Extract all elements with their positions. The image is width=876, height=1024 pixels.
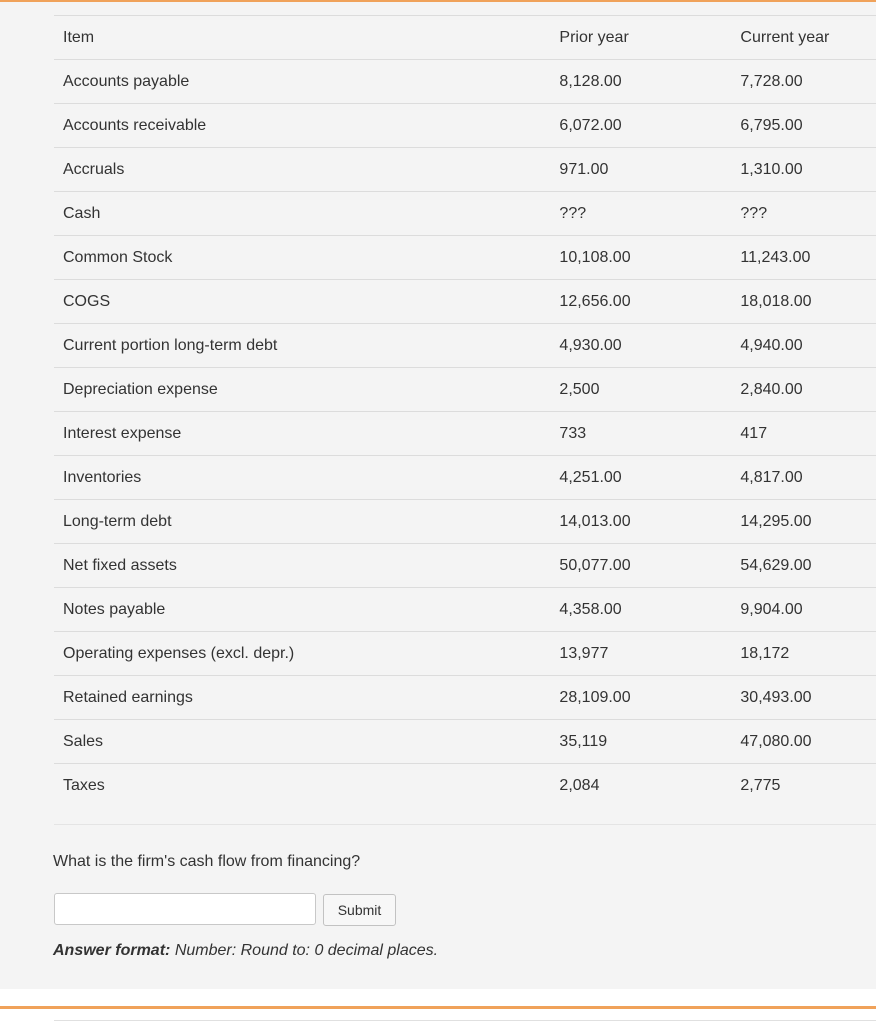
table-header-row: [54, 16, 876, 60]
table-row: [54, 148, 876, 192]
row-current-year-cell: 11,243.00: [731, 236, 876, 280]
row-item-cell: Interest expense: [54, 412, 550, 456]
table-row: [54, 412, 876, 456]
row-item-cell: Taxes: [54, 764, 550, 808]
row-prior-year-cell: 13,977: [550, 632, 731, 676]
row-current-year-cell: 2,775: [731, 764, 876, 808]
row-current-year-cell: 1,310.00: [731, 148, 876, 192]
table-row: [54, 632, 876, 676]
table-row: [54, 500, 876, 544]
row-current-year-cell: 417: [731, 412, 876, 456]
header-item: Item: [54, 16, 550, 60]
table-row: [54, 60, 876, 104]
table-row: [54, 280, 876, 324]
row-prior-year-cell: 14,013.00: [550, 500, 731, 544]
row-item-cell: Common Stock: [54, 236, 550, 280]
table-row: [54, 236, 876, 280]
row-item-cell: Long-term debt: [54, 500, 550, 544]
row-item-cell: Accruals: [54, 148, 550, 192]
row-prior-year-cell: 28,109.00: [550, 676, 731, 720]
row-current-year-cell: 14,295.00: [731, 500, 876, 544]
row-item-cell: Inventories: [54, 456, 550, 500]
answer-format-text: Number: Round to: 0 decimal places.: [174, 942, 439, 959]
row-prior-year-cell: 50,077.00: [550, 544, 731, 588]
row-item-cell: Cash: [54, 192, 550, 236]
row-prior-year-cell: ???: [550, 192, 731, 236]
row-current-year-cell: 9,904.00: [731, 588, 876, 632]
table-divider: [54, 824, 876, 825]
row-item-cell: Retained earnings: [54, 676, 550, 720]
row-prior-year-cell: 2,084: [550, 764, 731, 808]
row-current-year-cell: 18,172: [731, 632, 876, 676]
table-row: [54, 676, 876, 720]
table-row: [54, 764, 876, 808]
header-prior-year: Prior year: [550, 16, 731, 60]
table-row: [54, 720, 876, 764]
table-row: [54, 104, 876, 148]
financial-data-table: [54, 15, 876, 807]
row-item-cell: Accounts receivable: [54, 104, 550, 148]
answer-input[interactable]: [54, 893, 316, 925]
row-current-year-cell: 2,840.00: [731, 368, 876, 412]
table-row: [54, 456, 876, 500]
row-current-year-cell: ???: [731, 192, 876, 236]
row-item-cell: Current portion long-term debt: [54, 324, 550, 368]
bottom-accent-rule: [0, 1006, 876, 1009]
row-current-year-cell: 18,018.00: [731, 280, 876, 324]
row-item-cell: Notes payable: [54, 588, 550, 632]
row-item-cell: Net fixed assets: [54, 544, 550, 588]
row-prior-year-cell: 12,656.00: [550, 280, 731, 324]
table-row: [54, 324, 876, 368]
row-item-cell: COGS: [54, 280, 550, 324]
row-prior-year-cell: 10,108.00: [550, 236, 731, 280]
row-prior-year-cell: 971.00: [550, 148, 731, 192]
header-current-year: Current year: [731, 16, 876, 60]
table-row: [54, 192, 876, 236]
table-row: [54, 368, 876, 412]
row-current-year-cell: 30,493.00: [731, 676, 876, 720]
row-current-year-cell: 47,080.00: [731, 720, 876, 764]
answer-format-note: [53, 942, 438, 960]
question-text: What is the firm's cash flow from financing?: [53, 853, 361, 870]
row-prior-year-cell: 4,251.00: [550, 456, 731, 500]
row-prior-year-cell: 8,128.00: [550, 60, 731, 104]
next-section-divider: [54, 1020, 876, 1021]
question-panel: [0, 2, 876, 989]
row-current-year-cell: 6,795.00: [731, 104, 876, 148]
row-prior-year-cell: 35,119: [550, 720, 731, 764]
answer-format-label: Answer format:: [53, 942, 171, 959]
row-prior-year-cell: 2,500: [550, 368, 731, 412]
submit-button[interactable]: Submit: [323, 894, 396, 926]
row-item-cell: Accounts payable: [54, 60, 550, 104]
row-item-cell: Operating expenses (excl. depr.): [54, 632, 550, 676]
row-prior-year-cell: 4,358.00: [550, 588, 731, 632]
table-row: [54, 544, 876, 588]
row-prior-year-cell: 6,072.00: [550, 104, 731, 148]
row-current-year-cell: 54,629.00: [731, 544, 876, 588]
row-current-year-cell: 7,728.00: [731, 60, 876, 104]
row-item-cell: Sales: [54, 720, 550, 764]
table-row: [54, 588, 876, 632]
row-current-year-cell: 4,940.00: [731, 324, 876, 368]
row-item-cell: Depreciation expense: [54, 368, 550, 412]
row-prior-year-cell: 733: [550, 412, 731, 456]
row-prior-year-cell: 4,930.00: [550, 324, 731, 368]
row-current-year-cell: 4,817.00: [731, 456, 876, 500]
